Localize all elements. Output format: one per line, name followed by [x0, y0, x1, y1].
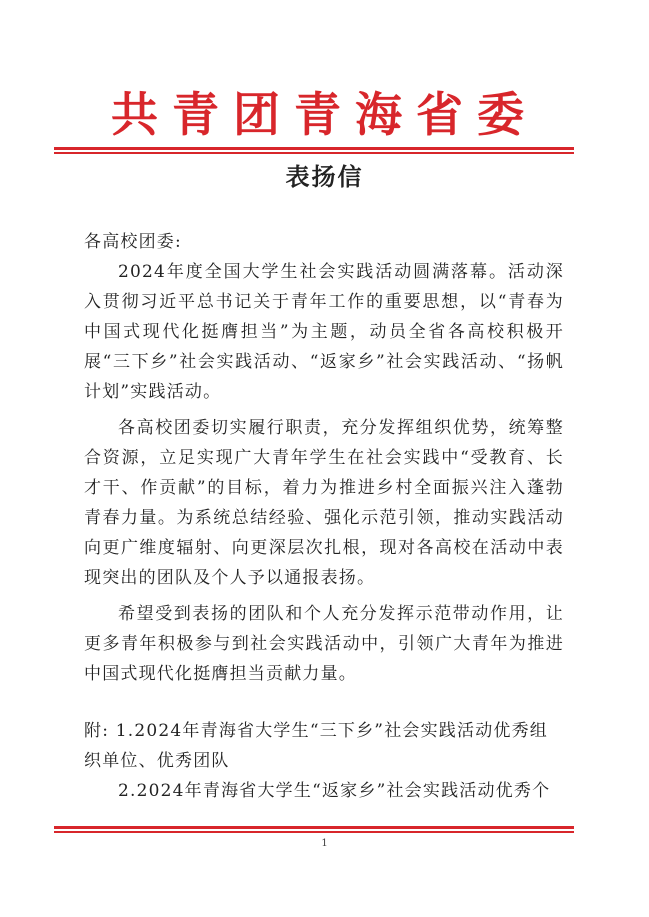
- paragraph-3: 希望受到表扬的团队和个人充分发挥示范带动作用，让更多青年积极参与到社会实践活动中，引领广大青年为推进中国式现代化挺膺担当贡献力量。: [84, 604, 564, 684]
- salutation: 各高校团委:: [84, 232, 182, 252]
- header-divider-bottom: [54, 152, 574, 154]
- page-number: 1: [321, 838, 328, 849]
- paragraph-1: 2024年度全国大学生社会实践活动圆满落幕。活动深入贯彻习近平总书记关于青年工作的重要思想，以“青春为中国式现代化挺膺担当”为主题，动员全省各高校积极开展“三下乡”社会实践活动、“返家乡”社会实践活动、“扬帆计划”实践活动。: [84, 262, 564, 402]
- footer-divider-top: [54, 826, 574, 829]
- attachment-item-1: 附: 1.2024年青海省大学生“三下乡”社会实践活动优秀组织单位、优秀团队: [84, 721, 548, 771]
- footer-divider-bottom: [54, 831, 574, 833]
- organization-header: 共青团青海省委: [111, 88, 538, 143]
- attachments-list: [84, 716, 564, 806]
- document-title: 表扬信: [285, 163, 364, 191]
- attachment-item-2: 2.2024年青海省大学生“返家乡”社会实践活动优秀个: [118, 781, 551, 801]
- header-divider-top: [54, 147, 574, 150]
- paragraph-2: 各高校团委切实履行职责，充分发挥组织优势，统筹整合资源，立足实现广大青年学生在社会实践中“受教育、长才干、作贡献”的目标，着力为推进乡村全面振兴注入蓬勃青春力量。为系统总结经验、强化示范引领，推动实践活动向更广维度辐射、向更深层次扎根，现对各高校在活动中表现突出的团队及个人予以通报表扬。: [84, 418, 564, 588]
- letter-body: [84, 227, 564, 695]
